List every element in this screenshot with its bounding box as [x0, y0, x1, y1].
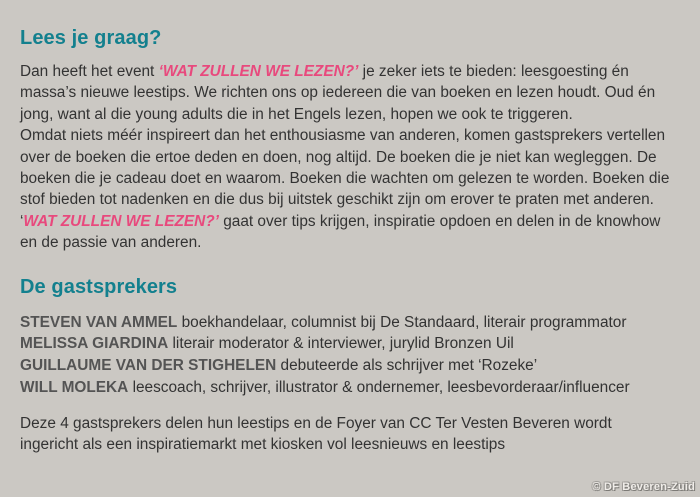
speaker-row-guillaume-van-der-stighelen	[20, 355, 674, 377]
speaker-description: boekhandelaar, columnist bij De Standaard, literair programmator	[177, 313, 627, 331]
event-sentence-paragraph	[20, 211, 674, 254]
speaker-row-steven-van-ammel	[20, 312, 674, 334]
event-sentence-rest: gaat over tips krijgen, inspiratie opdoen en delen in de knowhow en de passie van anderen.	[20, 212, 661, 252]
speaker-row-melissa-giardina	[20, 333, 674, 355]
speaker-description: leescoach, schrijver, illustrator & ondernemer, leesbevorderaar/influencer	[128, 379, 630, 397]
heading-lees-je-graag: Lees je graag?	[20, 27, 162, 49]
speaker-description: literair moderator & interviewer, jurylid Bronzen Uil	[168, 335, 514, 353]
intro-paragraph	[20, 61, 674, 125]
speaker-row-will-moleka	[20, 377, 674, 399]
outro-paragraph: Deze 4 gastsprekers delen hun leestips en de Foyer van CC Ter Vesten Beveren wordt ingericht als een inspiratiemarkt met kiosken vol leesnieuws en leestips	[20, 414, 612, 454]
event-title-text: ‘WAT ZULLEN WE LEZEN?’	[158, 63, 359, 80]
event-sentence-open-quote: ‘	[20, 212, 24, 230]
event-title-text-2: WAT ZULLEN WE LEZEN?’	[23, 212, 219, 230]
speaker-name: WILL MOLEKA	[20, 379, 129, 397]
speakers-list	[20, 312, 674, 399]
speaker-name: GUILLAUME VAN DER STIGHELEN	[20, 357, 277, 375]
intro-text-after: je zeker iets te bieden: leesgoesting én massa’s nieuwe leestips. We richten ons op iedereen die van boeken en lezen houdt. Oud én jong, want al die young adults die in het Engels lezen, hopen we ook te triggeren.	[20, 63, 656, 123]
heading-de-gastsprekers: De gastsprekers	[20, 275, 178, 298]
intro-text-before: Dan heeft het event	[20, 63, 159, 80]
main-paragraph: Omdat niets méér inspireert dan het enthousiasme van anderen, komen gastsprekers vertellen over de boeken die ertoe deden en doen, nog altijd. De boeken die je niet kan wegleggen. De boeken die je cadeau doet en waarom. Boeken die wachten om gelezen te worden. Boeken die stof bieden tot nadenken en die dus bij uitstek geschikt zijn om erover te praten met anderen.	[20, 127, 670, 209]
speaker-description: debuteerde als schrijver met ‘Rozeke’	[276, 357, 538, 375]
speaker-name: STEVEN VAN AMMEL	[20, 313, 178, 331]
speaker-name: MELISSA GIARDINA	[20, 335, 169, 353]
copyright-watermark: © DF Beveren-Zuid	[592, 481, 695, 493]
